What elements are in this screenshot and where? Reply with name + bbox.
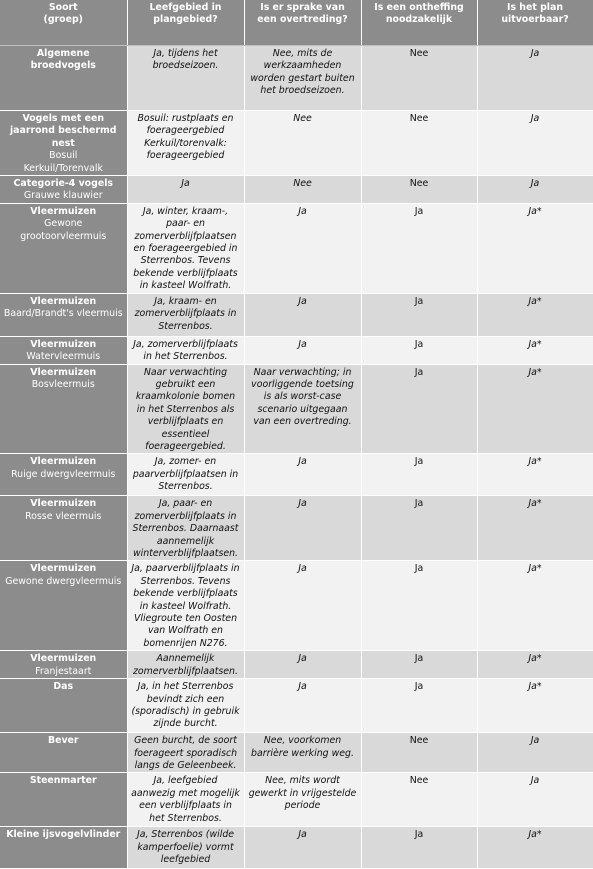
ontheffing-cell: Ja [361, 203, 477, 293]
overtreding-cell: Ja [244, 203, 361, 293]
species-cell [0, 454, 127, 496]
uitvoerbaar-cell: Ja [477, 111, 593, 176]
table-row [0, 496, 593, 561]
species-name: Gewone grootoorvleermuis [20, 218, 107, 242]
overtreding-cell: Ja [244, 561, 361, 651]
species-name: Watervleermuis [26, 351, 101, 363]
overtreding-cell: Nee, voorkomen barrière werking weg. [244, 733, 361, 773]
species-group: Vleermuizen [30, 338, 97, 350]
leefgebied-cell: Ja, paarverblijfplaats in Sterrenbos. Tevens bekende verblijfplaats in kasteel Wolfrath. Vliegroute ten Oosten van Wolfrath en bomenrijen N276. [127, 561, 244, 651]
uitvoerbaar-cell: Ja* [477, 336, 593, 364]
species-name: Baard/Brandt's vleermuis [3, 308, 123, 320]
uitvoerbaar-cell: Ja* [477, 827, 593, 869]
header-leefgebied: Leefgebied in plangebied? [127, 0, 244, 46]
species-cell [0, 496, 127, 561]
species-cell [0, 364, 127, 454]
uitvoerbaar-cell: Ja [477, 176, 593, 204]
uitvoerbaar-cell: Ja* [477, 364, 593, 454]
leefgebied-cell: Ja, paar- en zomerverblijfplaats in Sterrenbos. Daarnaast aannemelijk winterverblijfplaatsen. [127, 496, 244, 561]
ontheffing-cell: Nee [361, 176, 477, 204]
ontheffing-cell: Ja [361, 651, 477, 679]
ontheffing-cell: Nee [361, 773, 477, 827]
table-row [0, 46, 593, 111]
uitvoerbaar-cell: Ja* [477, 679, 593, 733]
table-row [0, 454, 593, 496]
species-group: Vleermuizen [30, 498, 97, 510]
species-group: Categorie-4 vogels [13, 178, 113, 190]
header-soort: Soort (groep) [0, 0, 127, 46]
header-ontheffing: Is een ontheffing noodzakelijk [361, 0, 477, 46]
species-name: Ruige dwergvleermuis [11, 468, 116, 480]
leefgebied-cell: Ja, winter, kraam-, paar- en zomerverblijfplaatsen en foerageergebied in Sterrenbos. Tevens bekende verblijfplaats in kasteel Wolfrath. [127, 203, 244, 293]
leefgebied-cell: Ja, Sterrenbos (wilde kamperfoelie) vormt leefgebied [127, 827, 244, 869]
table-row [0, 733, 593, 773]
table-row [0, 364, 593, 454]
uitvoerbaar-cell: Ja [477, 773, 593, 827]
uitvoerbaar-cell: Ja* [477, 293, 593, 336]
leefgebied-cell: Ja, in het Sterrenbos bevindt zich een (sporadisch) in gebruik zijnde burcht. [127, 679, 244, 733]
ontheffing-cell: Ja [361, 454, 477, 496]
overtreding-cell: Nee [244, 176, 361, 204]
species-cell [0, 651, 127, 679]
overtreding-cell: Ja [244, 679, 361, 733]
species-name: Rosse vleermuis [25, 510, 102, 522]
species-group: Vogels met een jaarrond beschermd nest [9, 113, 117, 149]
species-group: Vleermuizen [30, 366, 97, 378]
species-cell [0, 336, 127, 364]
ontheffing-cell: Nee [361, 46, 477, 111]
species-cell [0, 733, 127, 773]
species-name: Bosuil Kerkuil/Torenvalk [23, 150, 103, 174]
species-group: Steenmarter [29, 775, 97, 787]
ontheffing-cell: Ja [361, 827, 477, 869]
species-name: Franjestaart [35, 665, 92, 677]
overtreding-cell: Naar verwachting; in voorliggende toetsing is als worst-case scenario uitgegaan van een overtreding. [244, 364, 361, 454]
table-row [0, 176, 593, 204]
header-uitvoerbaar: Is het plan uitvoerbaar? [477, 0, 593, 46]
species-cell [0, 827, 127, 869]
species-group: Vleermuizen [30, 205, 97, 217]
leefgebied-cell: Geen burcht, de soort foerageert sporadisch langs de Geleenbeek. [127, 733, 244, 773]
header-row [0, 0, 593, 46]
table-row [0, 203, 593, 293]
uitvoerbaar-cell: Ja* [477, 496, 593, 561]
ontheffing-cell: Nee [361, 111, 477, 176]
overtreding-cell: Ja [244, 827, 361, 869]
species-group: Kleine ijsvogelvlinder [6, 829, 121, 841]
species-cell [0, 773, 127, 827]
species-name: Grauwe klauwier [23, 190, 103, 202]
overtreding-cell: Ja [244, 496, 361, 561]
uitvoerbaar-cell: Ja* [477, 454, 593, 496]
table-row [0, 651, 593, 679]
overtreding-cell: Ja [244, 454, 361, 496]
ontheffing-cell: Ja [361, 336, 477, 364]
uitvoerbaar-cell: Ja [477, 46, 593, 111]
table-row [0, 293, 593, 336]
table-row [0, 336, 593, 364]
leefgebied-cell: Aannemelijk zomerverblijfplaatsen. [127, 651, 244, 679]
leefgebied-cell: Ja, tijdens het broedseizoen. [127, 46, 244, 111]
ontheffing-cell: Nee [361, 733, 477, 773]
species-group: Vleermuizen [30, 563, 97, 575]
species-cell [0, 111, 127, 176]
overtreding-cell: Nee, mits wordt gewerkt in vrijgestelde periode [244, 773, 361, 827]
table-row [0, 679, 593, 733]
species-cell [0, 176, 127, 204]
species-group: Bever [47, 735, 79, 747]
leefgebied-cell: Ja [127, 176, 244, 204]
leefgebied-cell: Ja, zomerverblijfplaats in het Sterrenbos. [127, 336, 244, 364]
ontheffing-cell: Ja [361, 561, 477, 651]
table-row [0, 827, 593, 869]
species-name: Bosvleermuis [31, 378, 95, 390]
overtreding-cell: Ja [244, 293, 361, 336]
ontheffing-cell: Ja [361, 679, 477, 733]
species-group: Das [53, 681, 74, 693]
species-cell [0, 46, 127, 111]
table-body [0, 46, 593, 869]
ontheffing-cell: Ja [361, 293, 477, 336]
leefgebied-cell: Naar verwachting gebruikt een kraamkolonie bomen in het Sterrenbos als verblijfplaats en essentieel foerageergebied. [127, 364, 244, 454]
table-row [0, 561, 593, 651]
overtreding-cell: Ja [244, 336, 361, 364]
uitvoerbaar-cell: Ja* [477, 651, 593, 679]
uitvoerbaar-cell: Ja* [477, 561, 593, 651]
header-overtreding: Is er sprake van een overtreding? [244, 0, 361, 46]
species-cell [0, 679, 127, 733]
species-cell [0, 203, 127, 293]
species-group: Algemene broedvogels [30, 48, 96, 72]
species-group: Vleermuizen [30, 295, 97, 307]
ontheffing-cell: Ja [361, 496, 477, 561]
species-group: Vleermuizen [30, 653, 97, 665]
uitvoerbaar-cell: Ja [477, 733, 593, 773]
leefgebied-cell: Bosuil: rustplaats en foerageergebied Kerkuil/torenvalk: foerageergebied [127, 111, 244, 176]
leefgebied-cell: Ja, leefgebied aanwezig met mogelijk een verblijfplaats in het Sterrenbos. [127, 773, 244, 827]
table-row [0, 773, 593, 827]
species-cell [0, 561, 127, 651]
leefgebied-cell: Ja, zomer- en paarverblijfplaatsen in Sterrenbos. [127, 454, 244, 496]
overtreding-cell: Nee [244, 111, 361, 176]
uitvoerbaar-cell: Ja* [477, 203, 593, 293]
ontheffing-cell: Ja [361, 364, 477, 454]
species-cell [0, 293, 127, 336]
table-row [0, 111, 593, 176]
species-name: Gewone dwergvleermuis [5, 575, 122, 587]
species-group: Vleermuizen [30, 456, 97, 468]
leefgebied-cell: Ja, kraam- en zomerverblijfplaats in Sterrenbos. [127, 293, 244, 336]
overtreding-cell: Nee, mits de werkzaamheden worden gestart buiten het broedseizoen. [244, 46, 361, 111]
overtreding-cell: Ja [244, 651, 361, 679]
